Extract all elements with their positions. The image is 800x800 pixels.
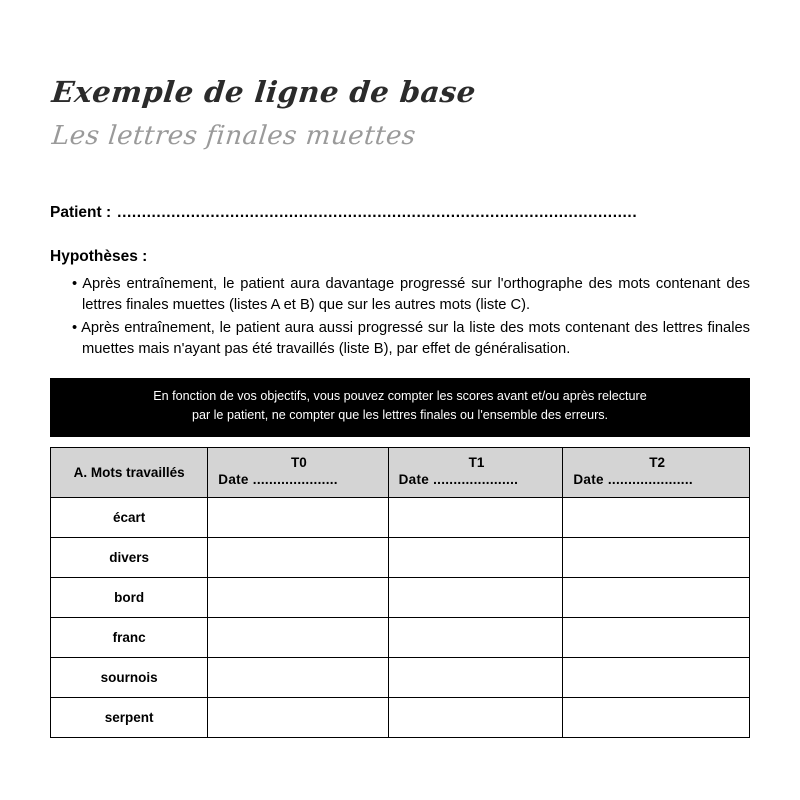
table-header-t0-title: T0 [291, 455, 307, 471]
score-cell-t0[interactable] [208, 657, 388, 697]
table-header-t0 [208, 447, 388, 497]
instruction-note-line: En fonction de vos objectifs, vous pouvez compter les scores avant et/ou après relecture [153, 388, 647, 403]
score-cell-t2[interactable] [563, 617, 750, 657]
scores-table [50, 447, 750, 738]
table-header-t0-date[interactable]: Date ..................... [218, 472, 338, 488]
instruction-note-line: par le patient, ne compter que les lettres finales ou l'ensemble des erreurs. [191, 408, 609, 423]
table-header-t2 [563, 447, 750, 497]
patient-label: Patient : [50, 204, 112, 222]
patient-input-line[interactable]: .......................................................................................................... [117, 204, 638, 222]
score-cell-t2[interactable] [563, 657, 750, 697]
word-cell: divers [51, 537, 208, 577]
hypothesis-item: • Après entraînement, le patient aura aussi progressé sur la liste des mots contenant des lettres finales muettes mais n'ayant pas été travaillés (liste B), par effet de généralisation. [72, 319, 750, 357]
score-cell-t0[interactable] [208, 577, 388, 617]
table-row [51, 497, 750, 537]
page-subtitle: Les lettres finales muettes [50, 121, 418, 152]
score-cell-t1[interactable] [388, 657, 563, 697]
table-header-t1-date[interactable]: Date ..................... [398, 472, 519, 488]
word-cell: franc [51, 617, 208, 657]
word-cell: sournois [51, 657, 208, 697]
table-header-t2-date[interactable]: Date ..................... [573, 472, 693, 488]
table-row [51, 697, 750, 737]
score-cell-t0[interactable] [208, 537, 388, 577]
table-header-t1 [388, 447, 563, 497]
table-row [51, 657, 750, 697]
table-header-t2-title: T2 [649, 455, 666, 471]
scores-table-body [51, 497, 750, 737]
score-cell-t1[interactable] [388, 497, 563, 537]
score-cell-t1[interactable] [388, 537, 563, 577]
title-block [52, 76, 750, 152]
hypothesis-item: • Après entraînement, le patient aura davantage progressé sur l'orthographe des mots contenant des lettres finales muettes (listes A et B) que sur les autres mots (liste C). [72, 276, 750, 314]
table-row [51, 537, 750, 577]
word-cell: bord [51, 577, 208, 617]
score-cell-t1[interactable] [388, 697, 563, 737]
score-cell-t1[interactable] [388, 577, 563, 617]
word-cell: serpent [51, 697, 208, 737]
score-cell-t0[interactable] [208, 697, 388, 737]
table-header-t1-title: T1 [468, 455, 485, 471]
hypotheses-label: Hypothèses : [50, 248, 148, 266]
score-cell-t1[interactable] [388, 617, 563, 657]
score-cell-t2[interactable] [563, 577, 750, 617]
table-header-row [51, 447, 750, 497]
score-cell-t0[interactable] [208, 617, 388, 657]
table-row [51, 577, 750, 617]
word-cell: écart [51, 497, 208, 537]
score-cell-t0[interactable] [208, 497, 388, 537]
hypotheses-list [50, 274, 750, 360]
score-cell-t2[interactable] [563, 537, 750, 577]
patient-field-row [50, 204, 750, 222]
score-cell-t2[interactable] [563, 497, 750, 537]
instruction-note [50, 378, 750, 437]
table-header-words: A. Mots travaillés [51, 447, 208, 497]
table-row [51, 617, 750, 657]
page-title: Exemple de ligne de base [50, 75, 478, 109]
score-cell-t2[interactable] [563, 697, 750, 737]
